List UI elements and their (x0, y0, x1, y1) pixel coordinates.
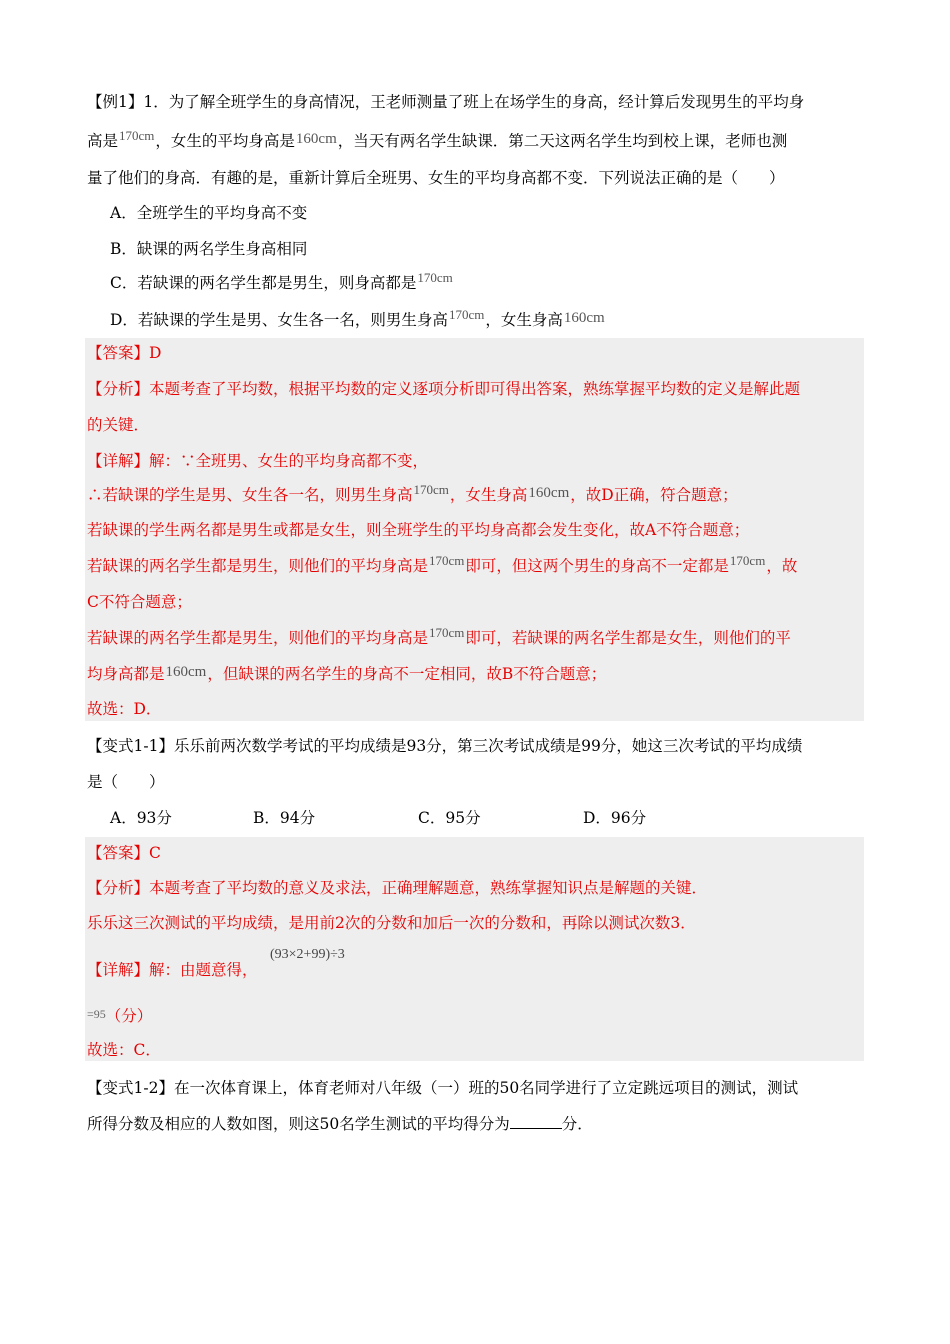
detail-text: 即可，若缺课的两名学生都是女生，则他们的平 (465, 629, 791, 647)
example1-detail-2 (87, 482, 738, 506)
example1-option-b: B．缺课的两名学生身高相同 (110, 240, 308, 258)
variant1-option-d: D．96分 (583, 809, 647, 827)
detail-text: ∴若缺课的学生是男、女生各一名，则男生身高 (87, 486, 413, 504)
math-value: 170cm (729, 553, 766, 568)
math-value: 160cm (165, 664, 207, 680)
variant1-solution-panel (85, 837, 864, 1061)
variant1-line-2: 是（ ） (87, 773, 165, 791)
example1-text: 高是 (87, 132, 119, 150)
variant1-answer: 【答案】C (87, 844, 161, 862)
example1-answer: 【答案】D (87, 344, 162, 362)
example1-line-3: 量了他们的身高．有趣的是，重新计算后全班男、女生的平均身高都不变．下列说法正确的是（ ） (87, 169, 785, 187)
example1-detail-3: 若缺课的学生两名都是男生或都是女生，则全班学生的平均身高都会发生变化，故A不符合题意； (87, 521, 750, 539)
math-value: 170cm (448, 307, 485, 322)
variant1-formula-1: (93×2+99)÷3 (270, 947, 345, 962)
math-value: 160cm (528, 485, 570, 501)
variant2-text: 所得分数及相应的人数如图，则这50名学生测试的平均得分为 (87, 1115, 510, 1133)
example1-detail-5: C不符合题意； (87, 593, 192, 611)
math-value: 170cm (429, 625, 465, 640)
variant1-analysis-1: 【分析】本题考查了平均数的意义及求法，正确理解题意，熟练掌握知识点是解题的关键． (87, 879, 708, 897)
detail-text: 若缺课的两名学生都是男生，则他们的平均身高是 (87, 629, 429, 647)
example1-analysis-2: 的关键． (87, 416, 150, 434)
example1-line-2 (87, 128, 788, 152)
answer-blank[interactable] (510, 1114, 562, 1129)
variant1-option-c: C．95分 (418, 809, 481, 827)
variant1-detail-1: 【详解】解：由题意得， (87, 961, 258, 979)
example1-detail-1: 【详解】解：∵全班男、女生的平均身高都不变， (87, 452, 429, 470)
example1-detail-7 (87, 664, 606, 685)
math-value: 170cm (429, 553, 465, 568)
variant1-line-1: 【变式1-1】乐乐前两次数学考试的平均成绩是93分，第三次考试成绩是99分，她这三次考试的平均成绩 (87, 737, 803, 755)
example1-final: 故选：D． (87, 700, 162, 718)
variant2-text: 分． (561, 1115, 593, 1133)
variant1-formula-2: =95 (87, 1007, 106, 1021)
detail-text: ，但缺课的两名学生的身高不一定相同，故B不符合题意； (207, 665, 607, 683)
option-text: C．若缺课的两名学生都是男生，则身高都是 (110, 274, 417, 292)
detail-text: 均身高都是 (87, 665, 165, 683)
variant2-line-2 (87, 1114, 593, 1134)
detail-text: ，故 (766, 557, 798, 575)
math-value: 170cm (417, 270, 453, 285)
variant1-option-b: B．94分 (253, 809, 316, 827)
math-value: 170cm (413, 482, 449, 497)
detail-text: 若缺课的两名学生都是男生，则他们的平均身高是 (87, 557, 429, 575)
option-text: ，女生身高 (485, 311, 563, 329)
variant1-formula-2-line (87, 1006, 152, 1027)
variant2-line-1: 【变式1-2】在一次体育课上，体育老师对八年级（一）班的50名同学进行了立定跳远项目的测试，测试 (87, 1079, 799, 1097)
option-text: D．若缺课的学生是男、女生各一名，则男生身高 (110, 311, 448, 329)
example1-detail-6 (87, 625, 791, 649)
math-value: 160cm (563, 310, 605, 326)
example1-option-c (110, 270, 454, 294)
variant1-final: 故选：C． (87, 1041, 161, 1059)
example1-option-d (110, 307, 606, 331)
detail-text: ，女生身高 (449, 486, 528, 504)
example1-detail-4 (87, 553, 798, 577)
variant1-option-a: A．93分 (110, 809, 172, 827)
detail-text: ，故D正确，符合题意； (570, 486, 738, 504)
example1-analysis-1: 【分析】本题考查了平均数，根据平均数的定义逐项分析即可得出答案，熟练掌握平均数的定义是解此题 (87, 380, 801, 398)
unit-text: （分） (105, 1007, 153, 1025)
math-value: 170cm (119, 128, 155, 143)
detail-text: 即可，但这两个男生的身高不一定都是 (465, 557, 729, 575)
example1-text: ，当天有两名学生缺课．第二天这两名学生均到校上课，老师也测 (337, 132, 788, 150)
example1-text: ，女生的平均身高是 (155, 132, 295, 150)
example1-line-1: 【例1】1．为了解全班学生的身高情况，王老师测量了班上在场学生的身高，经计算后发现男生的平均身 (87, 93, 805, 111)
example1-option-a: A．全班学生的平均身高不变 (110, 204, 308, 222)
variant1-analysis-2: 乐乐这三次测试的平均成绩，是用前2次的分数和加后一次的分数和，再除以测试次数3． (87, 914, 696, 932)
math-value: 160cm (295, 131, 337, 147)
